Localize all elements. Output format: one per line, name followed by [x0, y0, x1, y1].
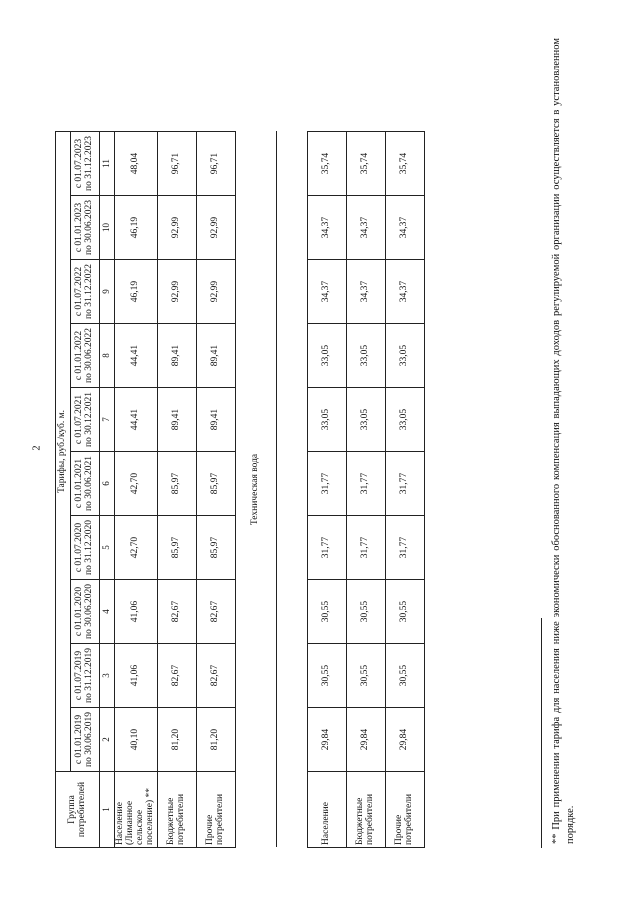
tariff-cell: 30,55: [307, 644, 346, 708]
column-number: 7: [100, 388, 115, 452]
tariff-cell: 30,55: [385, 644, 424, 708]
tariff-cell: 92,99: [157, 260, 196, 324]
section-title-row: [235, 132, 276, 848]
tariff-cell: 92,99: [157, 196, 196, 260]
tariff-cell: 41,06: [115, 644, 158, 708]
tariff-cell: 42,70: [115, 516, 158, 580]
footnote-text: ** При применении тарифа для населения ниже экономически обоснованного компенсация выпадающих доходов регулируемой организации осуществляется в установленном порядке.: [551, 38, 576, 844]
footnote-divider: [541, 618, 542, 848]
tariff-cell: 82,67: [196, 644, 235, 708]
period-header: с 01.07.2022 по 31.12.2022: [71, 260, 100, 324]
column-number: 4: [100, 580, 115, 644]
column-number: 2: [100, 708, 115, 772]
tariff-cell: 96,71: [196, 132, 235, 196]
tariff-cell: 31,77: [385, 516, 424, 580]
tariff-cell: 85,97: [157, 516, 196, 580]
page-number: 2: [31, 445, 43, 451]
tariff-cell: 34,37: [385, 196, 424, 260]
tariff-cell: 33,05: [346, 324, 385, 388]
table-row: [346, 132, 385, 848]
tariff-cell: 31,77: [346, 452, 385, 516]
column-number: 10: [100, 196, 115, 260]
tariff-cell: 30,55: [346, 644, 385, 708]
tariff-cell: 34,37: [385, 260, 424, 324]
period-header: с 01.07.2019 по 31.12.2019: [71, 644, 100, 708]
tariff-cell: 30,55: [307, 580, 346, 644]
tariff-cell: 46,19: [115, 196, 158, 260]
tariff-cell: 34,37: [346, 260, 385, 324]
group-cell: Прочие потребители: [385, 772, 424, 848]
group-cell: Население (Лиманное сельское поселение) **: [115, 772, 158, 848]
column-number: 8: [100, 324, 115, 388]
tariff-table: [55, 131, 425, 848]
period-header: с 01.01.2022 по 30.06.2022: [71, 324, 100, 388]
tariff-cell: 40,10: [115, 708, 158, 772]
column-number: 6: [100, 452, 115, 516]
period-header: с 01.07.2020 по 31.12.2020: [71, 516, 100, 580]
table-row: [157, 132, 196, 848]
tariff-cell: 29,84: [385, 708, 424, 772]
column-number: 1: [100, 772, 115, 848]
tariff-cell: 35,74: [385, 132, 424, 196]
tariff-cell: 85,97: [196, 516, 235, 580]
group-column-header: Группа потребителей: [56, 772, 100, 848]
tariff-cell: 89,41: [196, 324, 235, 388]
tariff-cell: 30,55: [346, 580, 385, 644]
period-header: с 01.07.2023 по 31.12.2023: [71, 132, 100, 196]
tariff-cell: 82,67: [157, 644, 196, 708]
column-number: 11: [100, 132, 115, 196]
tariff-cell: 89,41: [157, 388, 196, 452]
tariff-cell: 96,71: [157, 132, 196, 196]
rotated-page-content: [55, 38, 630, 848]
tariff-cell: 33,05: [307, 388, 346, 452]
period-header: с 01.01.2020 по 30.06.2020: [71, 580, 100, 644]
tariff-cell: 33,05: [385, 324, 424, 388]
tariff-cell: 92,99: [196, 260, 235, 324]
tariff-cell: 89,41: [196, 388, 235, 452]
tariff-cell: 31,77: [307, 452, 346, 516]
tariffs-header: Тарифы, руб./куб. м.: [56, 132, 71, 772]
tariff-cell: 81,20: [196, 708, 235, 772]
tariff-cell: 31,77: [385, 452, 424, 516]
group-cell: Прочие потребители: [196, 772, 235, 848]
tariff-cell: 31,77: [307, 516, 346, 580]
tariff-cell: 85,97: [196, 452, 235, 516]
period-header: с 01.01.2023 по 30.06.2023: [71, 196, 100, 260]
column-number-row: [100, 132, 115, 848]
period-header: с 01.01.2019 по 30.06.2019: [71, 708, 100, 772]
tariff-cell: 42,70: [115, 452, 158, 516]
tariff-cell: 41,06: [115, 580, 158, 644]
tariff-cell: 34,37: [346, 196, 385, 260]
group-cell: Бюджетные потребители: [157, 772, 196, 848]
tariff-cell: 35,74: [346, 132, 385, 196]
tariff-cell: 34,37: [307, 196, 346, 260]
spacer-row: [276, 132, 307, 848]
table-row: [196, 132, 235, 848]
tariff-cell: 44,41: [115, 388, 158, 452]
table-row: [385, 132, 424, 848]
period-header: с 01.01.2021 по 30.06.2021: [71, 452, 100, 516]
group-cell: Бюджетные потребители: [346, 772, 385, 848]
spacer-cell: [276, 132, 307, 848]
period-header: с 01.07.2021 по 30.12.2021: [71, 388, 100, 452]
tariff-cell: 44,41: [115, 324, 158, 388]
table-row: [115, 132, 158, 848]
column-number: 9: [100, 260, 115, 324]
group-cell: Население: [307, 772, 346, 848]
table-row: [307, 132, 346, 848]
tariff-cell: 92,99: [196, 196, 235, 260]
tariff-cell: 81,20: [157, 708, 196, 772]
tariff-cell: 30,55: [385, 580, 424, 644]
tariff-cell: 82,67: [157, 580, 196, 644]
tariff-cell: 29,84: [307, 708, 346, 772]
tariff-cell: 89,41: [157, 324, 196, 388]
tariff-cell: 46,19: [115, 260, 158, 324]
footnote: [541, 38, 601, 848]
tariff-cell: 48,04: [115, 132, 158, 196]
tariff-cell: 31,77: [346, 516, 385, 580]
tariff-cell: 85,97: [157, 452, 196, 516]
tariff-cell: 33,05: [385, 388, 424, 452]
tariff-cell: 34,37: [307, 260, 346, 324]
column-number: 3: [100, 644, 115, 708]
tariff-cell: 33,05: [346, 388, 385, 452]
tariff-cell: 33,05: [307, 324, 346, 388]
column-number: 5: [100, 516, 115, 580]
section-title: Техническая вода: [235, 132, 276, 848]
tariff-cell: 35,74: [307, 132, 346, 196]
tariff-cell: 29,84: [346, 708, 385, 772]
tariff-cell: 82,67: [196, 580, 235, 644]
